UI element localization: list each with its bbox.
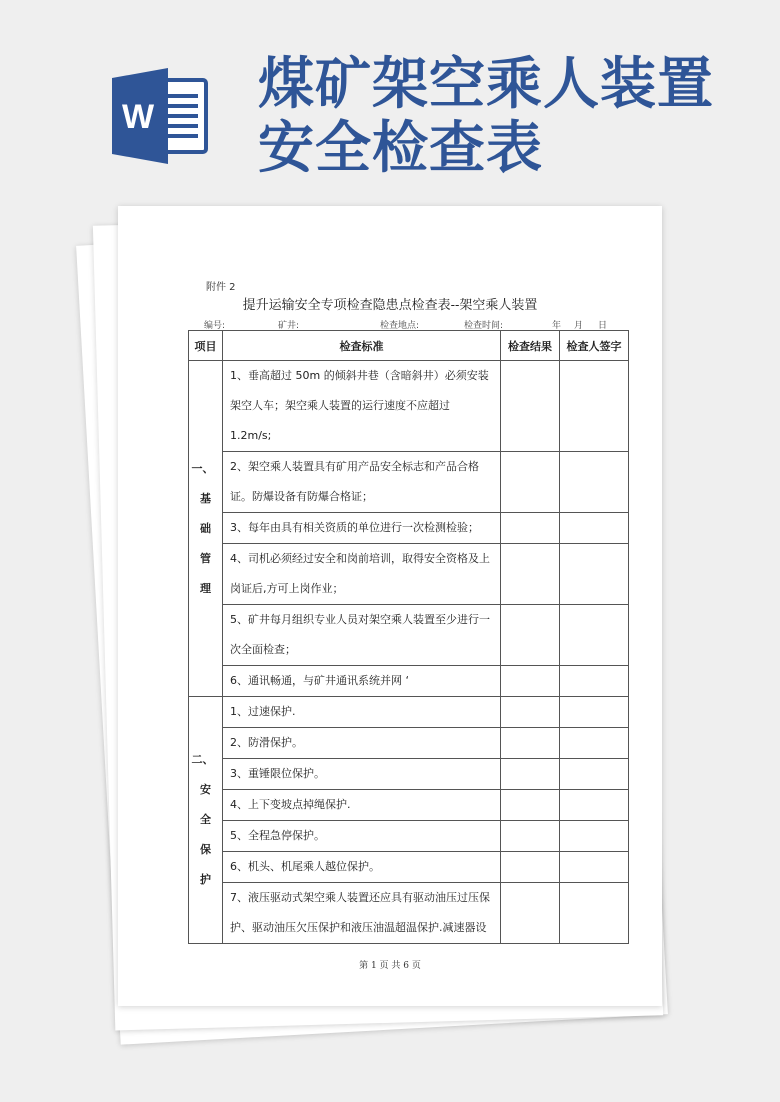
standard-cell: 3、重锤限位保护。 bbox=[223, 759, 501, 790]
standard-cell: 1、垂高超过 50m 的倾斜井巷（含暗斜井）必须安装架空人车；架空乘人装置的运行速度不应超过 1.2m/s; bbox=[223, 361, 501, 452]
header-item: 项目 bbox=[189, 331, 223, 361]
standard-cell: 4、司机必须经过安全和岗前培训，取得安全资格及上岗证后,方可上岗作业； bbox=[223, 544, 501, 605]
category-number: 一、 bbox=[191, 461, 214, 475]
standard-cell: 6、机头、机尾乘人越位保护。 bbox=[223, 852, 501, 883]
meta-location-label: 检查地点: bbox=[380, 321, 420, 331]
table-header-row bbox=[189, 331, 629, 361]
meta-month-label: 月 bbox=[574, 321, 584, 331]
signature-cell[interactable] bbox=[560, 821, 629, 852]
table-row bbox=[189, 605, 629, 666]
signature-cell[interactable] bbox=[560, 697, 629, 728]
table-row bbox=[189, 666, 629, 697]
banner-title-line-2: 安全检查表 bbox=[258, 115, 543, 181]
category-safety-protection bbox=[189, 697, 223, 944]
category-char: 安 bbox=[200, 783, 211, 796]
result-cell[interactable] bbox=[501, 361, 560, 452]
page-footer: 第 1 页 共 6 页 bbox=[359, 961, 421, 971]
meta-mine-label: 矿井: bbox=[278, 321, 300, 331]
result-cell[interactable] bbox=[501, 666, 560, 697]
word-icon-letter: W bbox=[121, 98, 155, 136]
result-cell[interactable] bbox=[501, 883, 560, 944]
standard-cell: 7、液压驱动式架空乘人装置还应具有驱动油压过压保护、驱动油压欠压保护和液压油温超温保护.减速器设 bbox=[223, 883, 501, 944]
result-cell[interactable] bbox=[501, 759, 560, 790]
table-row bbox=[189, 852, 629, 883]
result-cell[interactable] bbox=[501, 513, 560, 544]
category-basic-management bbox=[189, 361, 223, 697]
standard-cell: 6、通讯畅通，与矿井通讯系统并网 ‘ bbox=[223, 666, 501, 697]
meta-day-label: 日 bbox=[598, 321, 608, 331]
category-number: 二、 bbox=[191, 753, 214, 766]
result-cell[interactable] bbox=[501, 605, 560, 666]
category-char: 础 bbox=[200, 521, 211, 535]
standard-cell: 2、架空乘人装置具有矿用产品安全标志和产品合格证。防爆设备有防爆合格证； bbox=[223, 452, 501, 513]
meta-year-label: 年 bbox=[552, 321, 562, 331]
table-row bbox=[189, 513, 629, 544]
category-char: 护 bbox=[200, 873, 211, 886]
result-cell[interactable] bbox=[501, 697, 560, 728]
signature-cell[interactable] bbox=[560, 605, 629, 666]
header-standard: 检查标准 bbox=[223, 331, 501, 361]
document-page bbox=[118, 206, 662, 1006]
table-row bbox=[189, 728, 629, 759]
banner-title-line-1: 煤矿架空乘人装置 bbox=[258, 51, 714, 117]
result-cell[interactable] bbox=[501, 544, 560, 605]
signature-cell[interactable] bbox=[560, 759, 629, 790]
signature-cell[interactable] bbox=[560, 790, 629, 821]
result-cell[interactable] bbox=[501, 452, 560, 513]
signature-cell[interactable] bbox=[560, 852, 629, 883]
signature-cell[interactable] bbox=[560, 728, 629, 759]
table-row bbox=[189, 821, 629, 852]
standard-cell: 3、每年由具有相关资质的单位进行一次检测检验； bbox=[223, 513, 501, 544]
signature-cell[interactable] bbox=[560, 544, 629, 605]
meta-time-label: 检查时间: bbox=[464, 321, 504, 331]
header-result: 检查结果 bbox=[501, 331, 560, 361]
category-char: 理 bbox=[200, 581, 211, 595]
table-row bbox=[189, 452, 629, 513]
table-row bbox=[189, 759, 629, 790]
standard-cell: 4、上下变坡点掉绳保护. bbox=[223, 790, 501, 821]
standard-cell: 1、过速保护. bbox=[223, 697, 501, 728]
table-row bbox=[189, 883, 629, 944]
banner-title bbox=[258, 52, 714, 180]
checklist-table bbox=[188, 330, 629, 944]
signature-cell[interactable] bbox=[560, 452, 629, 513]
header-inspector-signature: 检查人签字 bbox=[560, 331, 629, 361]
result-cell[interactable] bbox=[501, 821, 560, 852]
table-row bbox=[189, 790, 629, 821]
meta-number-label: 编号: bbox=[204, 321, 226, 331]
category-char: 保 bbox=[200, 843, 211, 856]
category-char: 基 bbox=[200, 491, 211, 505]
word-document-icon bbox=[112, 68, 212, 164]
result-cell[interactable] bbox=[501, 852, 560, 883]
signature-cell[interactable] bbox=[560, 513, 629, 544]
attachment-label: 附件 2 bbox=[206, 282, 236, 293]
standard-cell: 5、全程急停保护。 bbox=[223, 821, 501, 852]
category-char: 全 bbox=[200, 813, 211, 826]
table-row bbox=[189, 544, 629, 605]
signature-cell[interactable] bbox=[560, 361, 629, 452]
result-cell[interactable] bbox=[501, 790, 560, 821]
result-cell[interactable] bbox=[501, 728, 560, 759]
category-char: 管 bbox=[200, 551, 211, 565]
table-row bbox=[189, 697, 629, 728]
document-title: 提升运输安全专项检查隐患点检查表--架空乘人装置 bbox=[242, 298, 538, 313]
signature-cell[interactable] bbox=[560, 666, 629, 697]
signature-cell[interactable] bbox=[560, 883, 629, 944]
standard-cell: 2、防滑保护。 bbox=[223, 728, 501, 759]
table-row bbox=[189, 361, 629, 452]
standard-cell: 5、矿井每月组织专业人员对架空乘人装置至少进行一次全面检查； bbox=[223, 605, 501, 666]
